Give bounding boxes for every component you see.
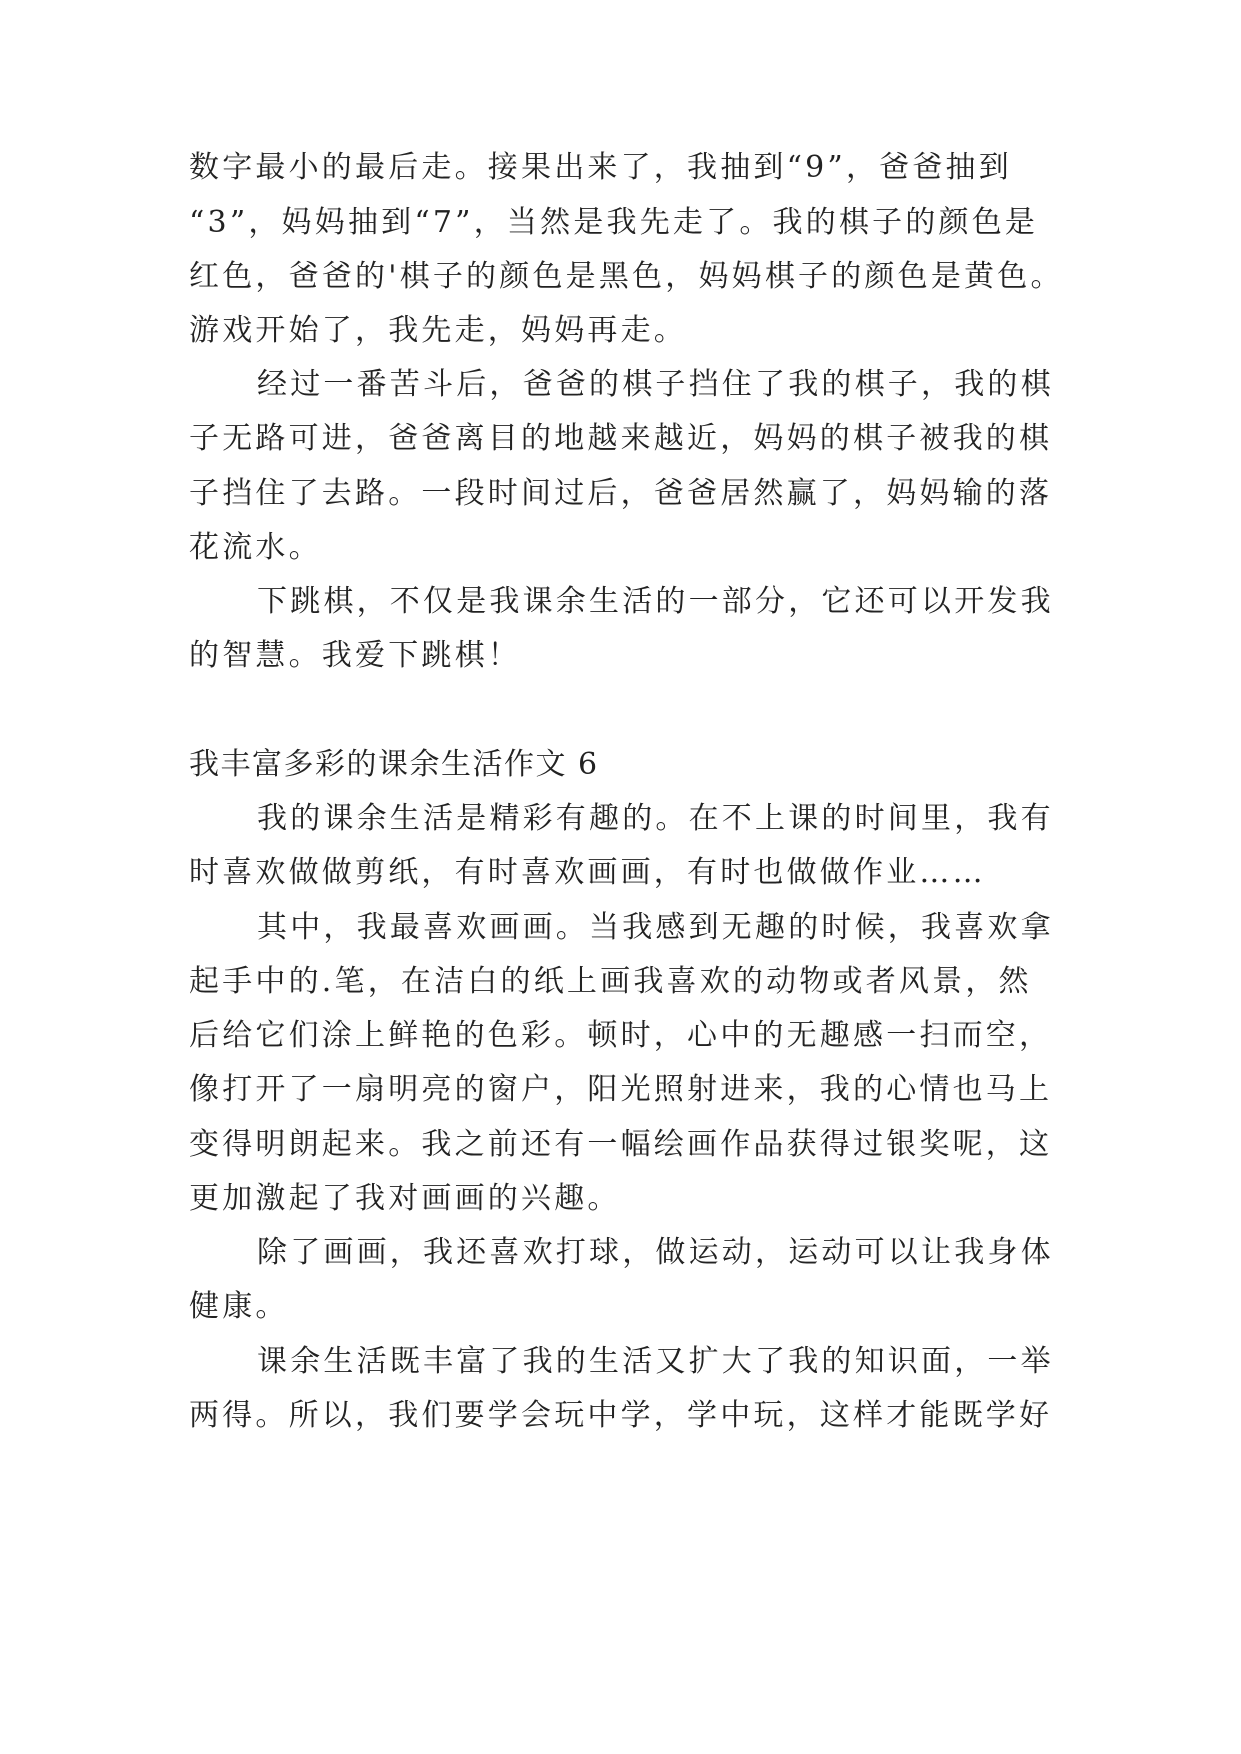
text-line: 的智慧。我爱下跳棋！ — [189, 638, 521, 673]
paragraph-first-line: 我的课余生活是精彩有趣的。在不上课的时间里，我有 — [257, 801, 1054, 836]
text-line: 子无路可进，爸爸离目的地越来越近，妈妈的棋子被我的棋 — [189, 421, 1053, 456]
paragraph-first-line: 其中，我最喜欢画画。当我感到无趣的时候，我喜欢拿 — [257, 910, 1054, 945]
paragraph-first-line: 经过一番苦斗后，爸爸的棋子挡住了我的棋子，我的棋 — [257, 367, 1054, 402]
text-line: 起手中的.笔，在洁白的纸上画我喜欢的动物或者风景，然 — [189, 964, 1032, 999]
text-line: 数字最小的最后走。接果出来了，我抽到“9”，爸爸抽到 — [189, 150, 1012, 185]
paragraph-first-line: 除了画画，我还喜欢打球，做运动，运动可以让我身体 — [257, 1235, 1054, 1270]
text-line: 更加激起了我对画画的兴趣。 — [189, 1181, 621, 1216]
text-line: 红色，爸爸的'棋子的颜色是黑色，妈妈棋子的颜色是黄色。 — [189, 259, 1064, 294]
text-line: 时喜欢做做剪纸，有时喜欢画画，有时也做做作业…… — [189, 855, 986, 890]
text-line: 花流水。 — [189, 530, 322, 565]
text-line: 后给它们涂上鲜艳的色彩。顿时，心中的无趣感一扫而空， — [189, 1018, 1053, 1053]
text-line: 游戏开始了，我先走，妈妈再走。 — [189, 313, 687, 348]
text-line: 变得明朗起来。我之前还有一幅绘画作品获得过银奖呢，这 — [189, 1127, 1053, 1162]
text-line: “3”，妈妈抽到“7”，当然是我先走了。我的棋子的颜色是 — [189, 205, 1039, 240]
paragraph-first-line: 课余生活既丰富了我的生活又扩大了我的知识面，一举 — [257, 1344, 1054, 1379]
essay-title: 我丰富多彩的课余生活作文 6 — [189, 747, 599, 782]
paragraph-first-line: 下跳棋，不仅是我课余生活的一部分，它还可以开发我 — [257, 584, 1054, 619]
text-line: 两得。所以，我们要学会玩中学，学中玩，这样才能既学好 — [189, 1398, 1053, 1433]
text-line: 健康。 — [189, 1289, 289, 1324]
text-line: 子挡住了去路。一段时间过后，爸爸居然赢了，妈妈输的落 — [189, 476, 1053, 511]
text-line: 像打开了一扇明亮的窗户，阳光照射进来，我的心情也马上 — [189, 1072, 1053, 1107]
